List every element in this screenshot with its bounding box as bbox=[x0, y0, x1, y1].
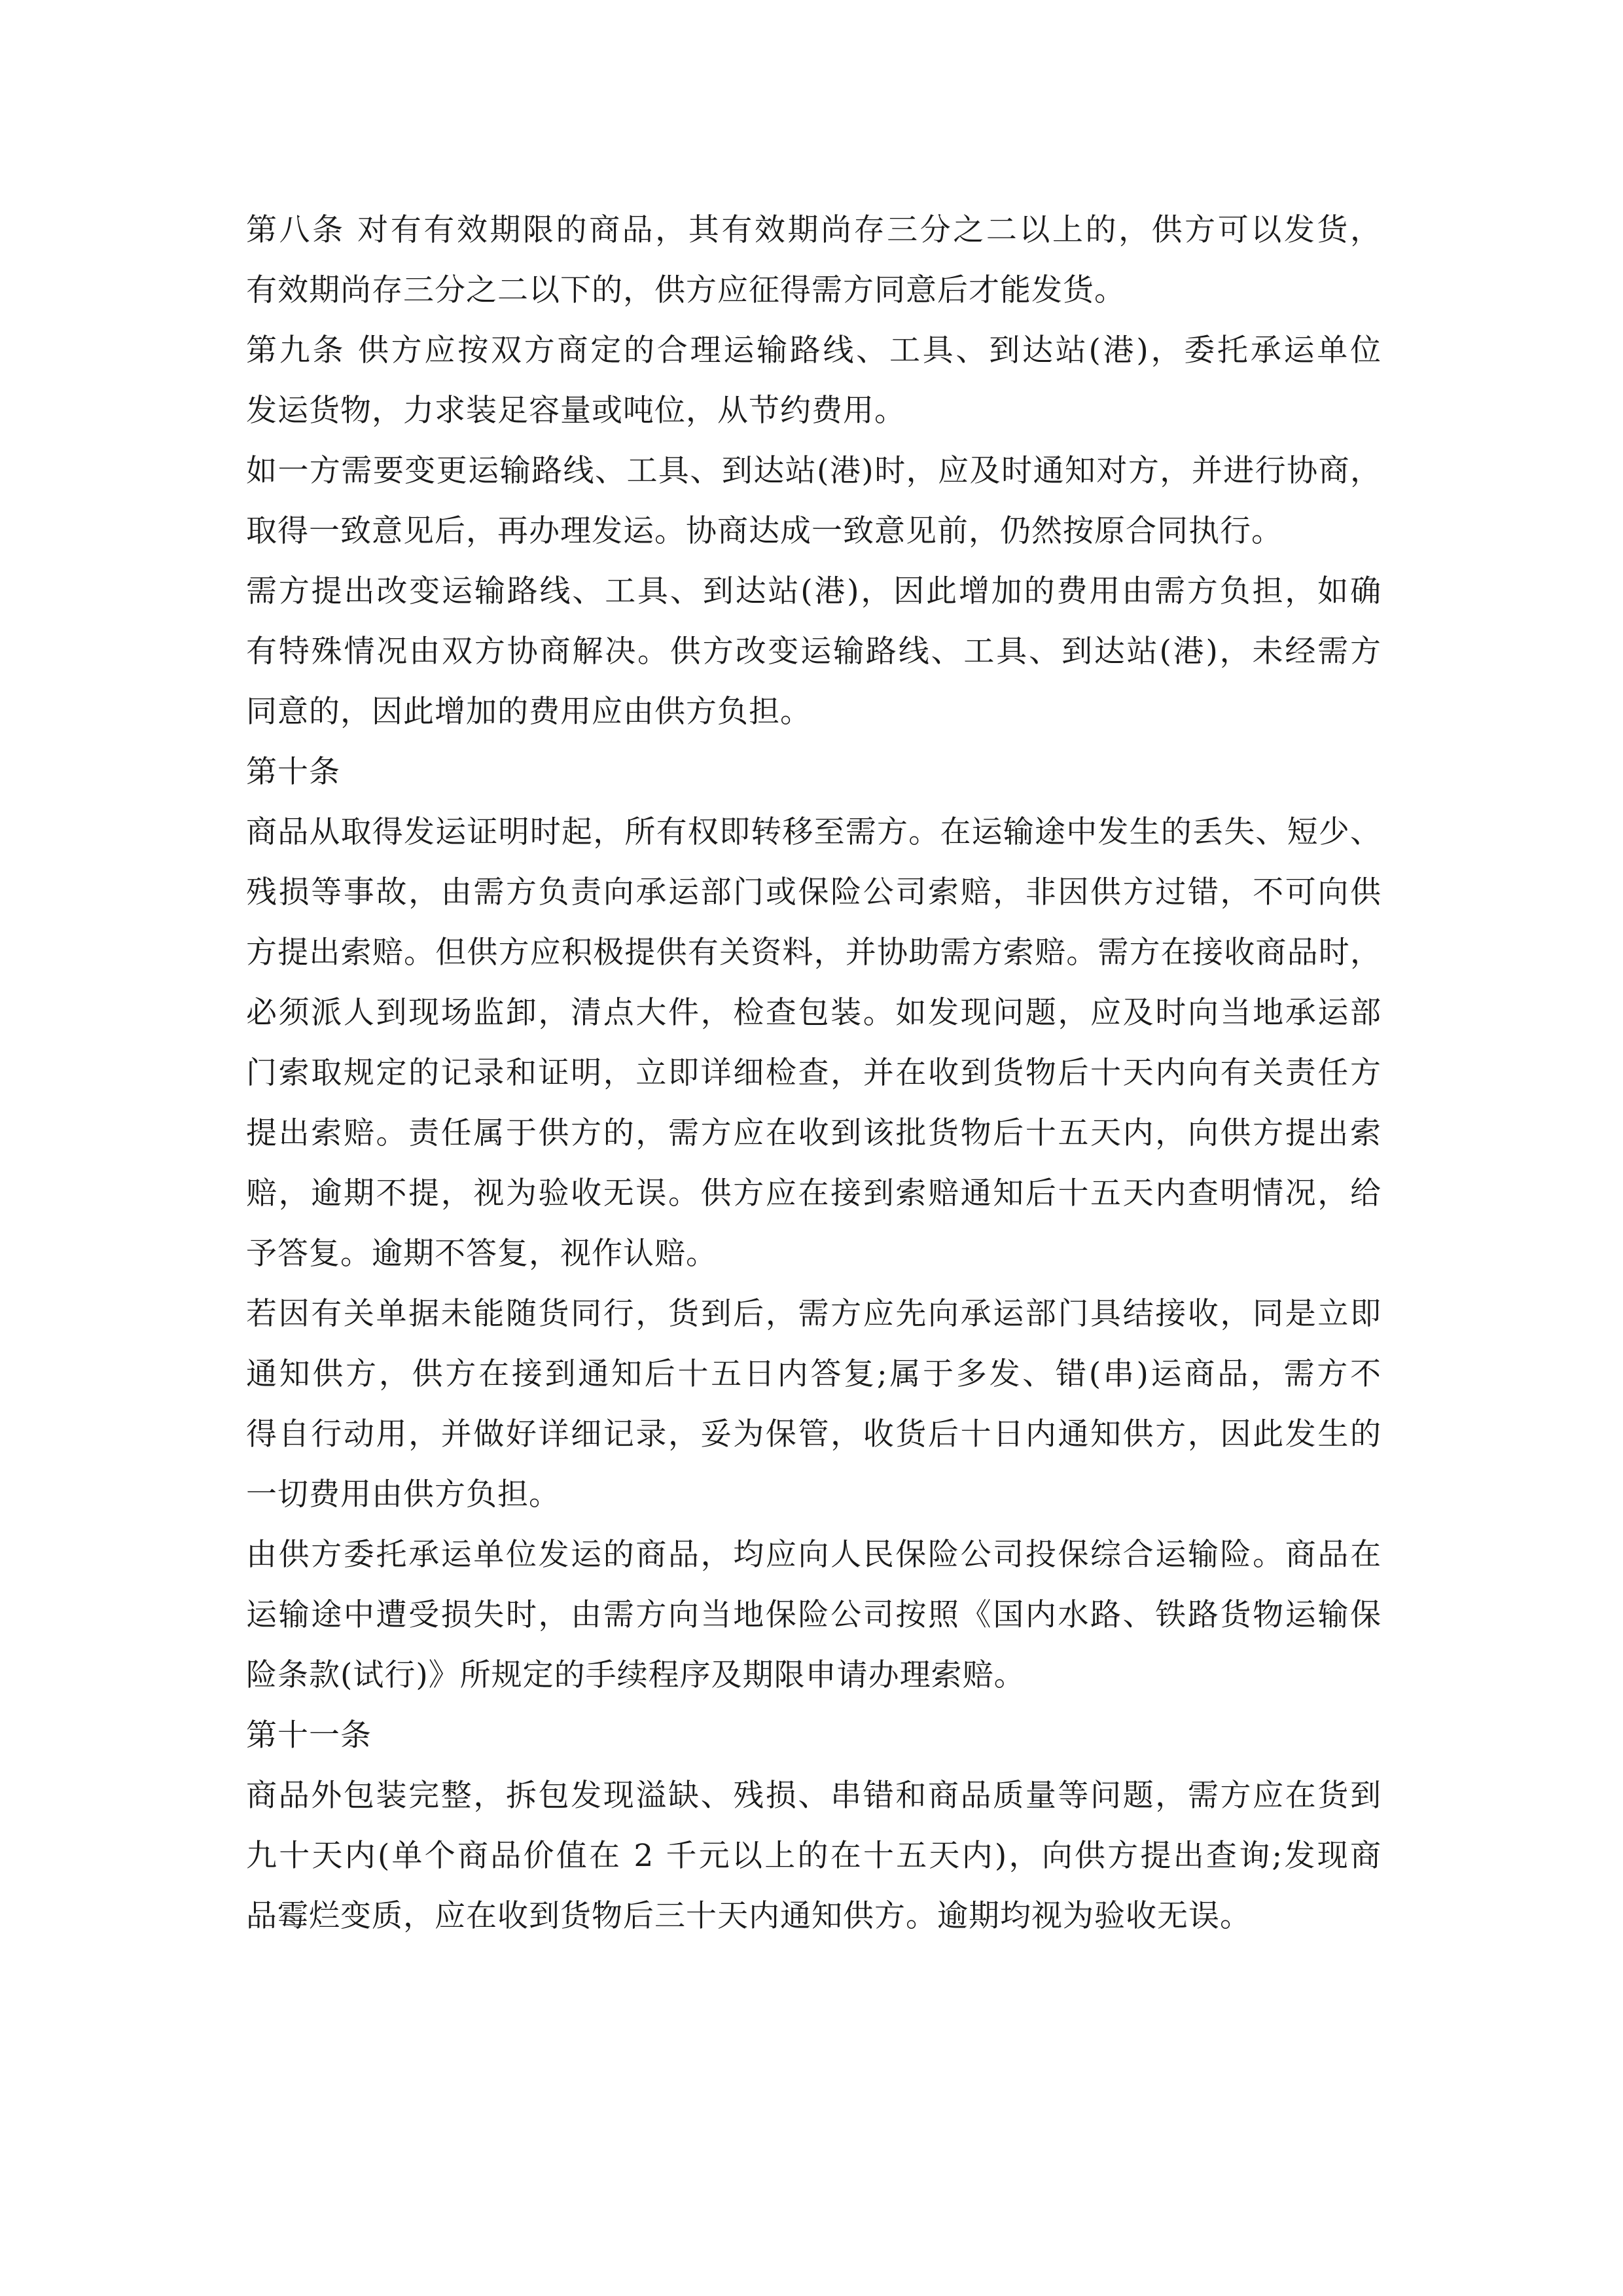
text-line: 商品外包装完整，拆包发现溢缺、残损、串错和商品质量等问题，需方应在货到 bbox=[246, 1778, 1382, 1814]
section-heading: 第十一条 bbox=[246, 1717, 372, 1753]
text-line: 门索取规定的记录和证明，立即详细检查，并在收到货物后十天内向有关责任方 bbox=[246, 1055, 1382, 1091]
text-line: 予答复。逾期不答复，视作认赔。 bbox=[246, 1236, 717, 1272]
text-line: 第九条 供方应按双方商定的合理运输路线、工具、到达站(港)，委托承运单位 bbox=[246, 332, 1382, 368]
document-body bbox=[246, 200, 1382, 1946]
section-heading: 第十条 bbox=[246, 754, 340, 790]
text-line: 险条款(试行)》所规定的手续程序及期限申请办理索赔。 bbox=[246, 1657, 1026, 1693]
text-line: 运输途中遭受损失时，由需方向当地保险公司按照《国内水路、铁路货物运输保 bbox=[246, 1597, 1382, 1633]
text-line: 同意的，因此增加的费用应由供方负担。 bbox=[246, 694, 812, 730]
text-line: 九十天内(单个商品价值在 2 千元以上的在十五天内)，向供方提出查询;发现商 bbox=[246, 1838, 1382, 1874]
text-line: 通知供方，供方在接到通知后十五日内答复;属于多发、错(串)运商品，需方不 bbox=[246, 1356, 1382, 1392]
text-line: 有特殊情况由双方协商解决。供方改变运输路线、工具、到达站(港)，未经需方 bbox=[246, 634, 1382, 670]
text-line: 取得一致意见后，再办理发运。协商达成一致意见前，仍然按原合同执行。 bbox=[246, 513, 1283, 549]
text-line: 第八条 对有有效期限的商品，其有效期尚存三分之二以上的，供方可以发货， bbox=[246, 212, 1382, 248]
text-line: 商品从取得发运证明时起，所有权即转移至需方。在运输途中发生的丢失、短少、 bbox=[246, 814, 1382, 850]
text-line: 发运货物，力求装足容量或吨位，从节约费用。 bbox=[246, 393, 906, 429]
text-line: 得自行动用，并做好详细记录，妥为保管，收货后十日内通知供方，因此发生的 bbox=[246, 1416, 1382, 1452]
text-line: 提出索赔。责任属于供方的，需方应在收到该批货物后十五天内，向供方提出索 bbox=[246, 1115, 1382, 1151]
text-line: 如一方需要变更运输路线、工具、到达站(港)时，应及时通知对方，并进行协商， bbox=[246, 453, 1382, 489]
text-line: 残损等事故，由需方负责向承运部门或保险公司索赔，非因供方过错，不可向供 bbox=[246, 874, 1382, 910]
text-line: 若因有关单据未能随货同行，货到后，需方应先向承运部门具结接收，同是立即 bbox=[246, 1296, 1382, 1332]
text-line: 必须派人到现场监卸，清点大件，检查包装。如发现问题，应及时向当地承运部 bbox=[246, 995, 1382, 1031]
text-line: 方提出索赔。但供方应积极提供有关资料，并协助需方索赔。需方在接收商品时， bbox=[246, 935, 1382, 971]
text-line: 赔，逾期不提，视为验收无误。供方应在接到索赔通知后十五天内查明情况，给 bbox=[246, 1175, 1382, 1211]
text-line: 一切费用由供方负担。 bbox=[246, 1477, 560, 1513]
text-line: 需方提出改变运输路线、工具、到达站(港)，因此增加的费用由需方负担，如确 bbox=[246, 573, 1382, 609]
text-line: 有效期尚存三分之二以下的，供方应征得需方同意后才能发货。 bbox=[246, 272, 1126, 308]
text-line: 由供方委托承运单位发运的商品，均应向人民保险公司投保综合运输险。商品在 bbox=[246, 1537, 1382, 1573]
text-line: 品霉烂变质，应在收到货物后三十天内通知供方。逾期均视为验收无误。 bbox=[246, 1898, 1251, 1934]
